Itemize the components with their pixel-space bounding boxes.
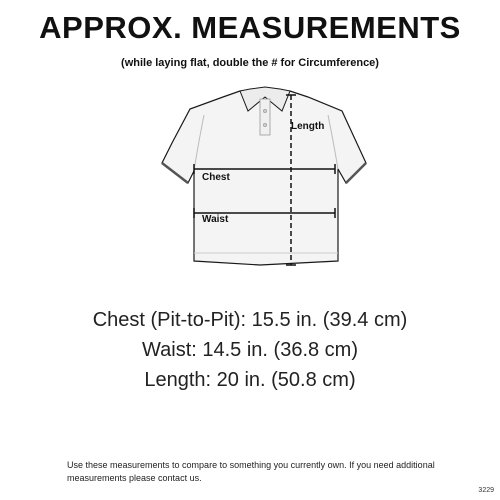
waist-label: Waist	[202, 214, 229, 225]
polo-shirt-icon	[160, 85, 370, 270]
length-measurement: Length: 20 in. (50.8 cm)	[144, 369, 356, 391]
waist-measurement: Waist: 14.5 in. (36.8 cm)	[142, 339, 358, 361]
shirt-diagram	[160, 85, 370, 270]
placket	[260, 99, 270, 135]
measurement-list	[0, 305, 500, 395]
chest-measurement: Chest (Pit-to-Pit): 15.5 in. (39.4 cm)	[92, 309, 408, 331]
button-icon	[263, 123, 267, 127]
page-subtitle: (while laying flat, double the # for Circumference)	[121, 57, 379, 69]
chest-label: Chest	[202, 172, 230, 183]
footer-note: Use these measurements to compare to something you currently own. If you need additional measurements please contact us.	[67, 460, 435, 483]
page-title: APPROX. MEASUREMENTS	[39, 10, 461, 45]
button-icon	[263, 109, 267, 113]
item-code: 3229	[478, 487, 494, 494]
length-label: Length	[291, 121, 325, 132]
